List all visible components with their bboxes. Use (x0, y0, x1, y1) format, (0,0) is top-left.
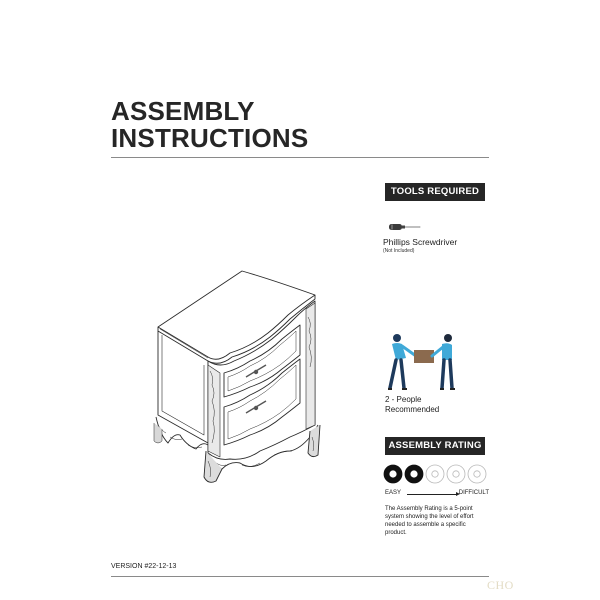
easy-label: EASY (385, 490, 402, 496)
watermark: CHO (487, 578, 514, 592)
arrow-icon (407, 494, 457, 495)
tools-required-header: TOOLS REQUIRED (385, 183, 485, 201)
people-recommended: Recommended (385, 405, 440, 414)
tool-note: (Not Included) (383, 248, 415, 254)
two-people-carrying-icon (382, 330, 462, 392)
difficulty-scale (385, 490, 489, 500)
people-recommendation (385, 395, 439, 415)
rating-dot-empty (426, 465, 444, 483)
title-line-1: ASSEMBLY (111, 96, 255, 126)
rating-dot-filled (405, 465, 423, 483)
tool-name: Phillips Screwdriver (383, 237, 458, 247)
screwdriver-icon (388, 222, 422, 232)
difficult-label: DIFFICULT (458, 490, 489, 496)
page-title (111, 98, 308, 152)
people-count: 2 - People (385, 395, 422, 404)
top-divider (111, 157, 489, 158)
rating-description: The Assembly Rating is a 5-point system showing the level of effort needed to assemble a specific product. (385, 506, 474, 536)
rating-dot-filled (384, 465, 402, 483)
rating-scale (383, 464, 489, 484)
bottom-divider (111, 576, 489, 577)
rating-dot-empty (468, 465, 486, 483)
title-line-2: INSTRUCTIONS (111, 123, 309, 153)
version-label: VERSION #22-12-13 (111, 563, 177, 570)
rating-dot-empty (447, 465, 465, 483)
nightstand-illustration (150, 265, 325, 490)
assembly-rating-header: ASSEMBLY RATING (385, 437, 485, 455)
